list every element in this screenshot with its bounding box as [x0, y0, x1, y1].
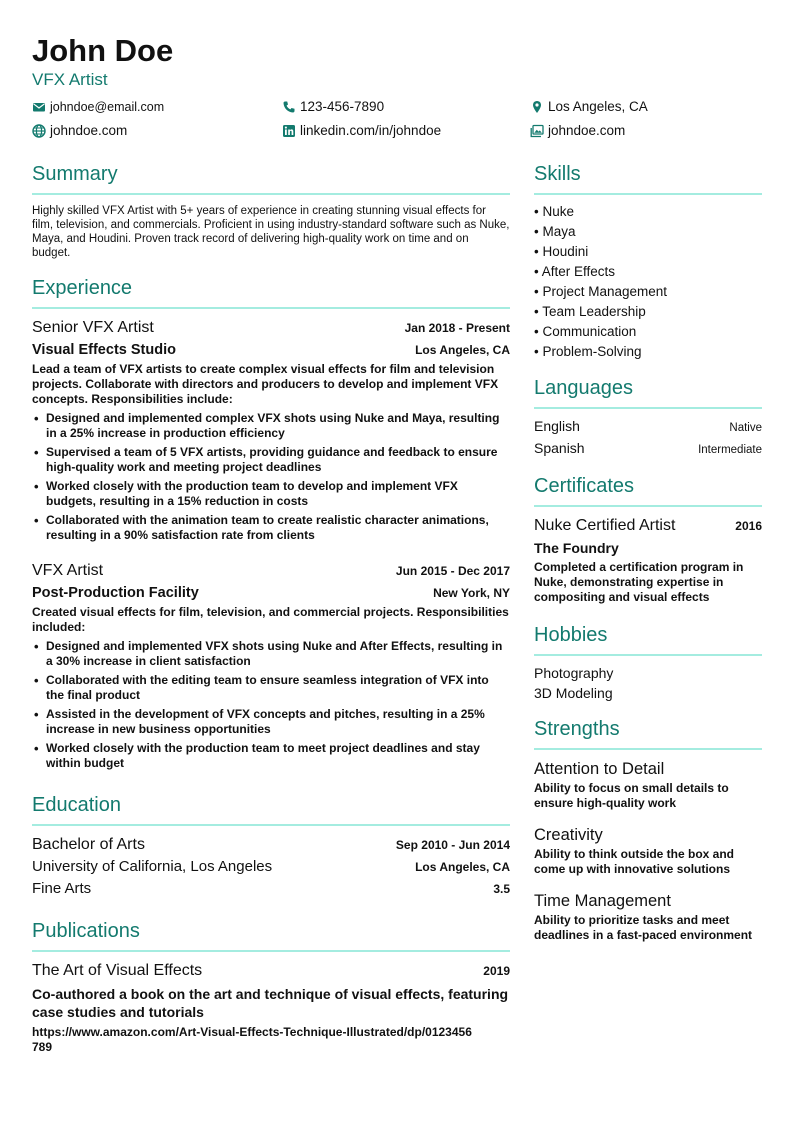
education-divider [32, 824, 510, 826]
candidate-title: VFX Artist [32, 70, 108, 89]
linkedin-text: linkedin.com/in/johndoe [300, 123, 442, 138]
list-item: • Worked closely with the production team to develop and implement VFX budgets, resulting in a 15% reduction in costs [32, 479, 510, 509]
language-row [534, 438, 762, 460]
publication-link[interactable] [32, 1025, 510, 1055]
field-of-study: Fine Arts [32, 880, 92, 897]
company-name: Post-Production Facility [32, 585, 199, 601]
certificate-name: Nuke Certified Artist [534, 517, 676, 534]
publication-description: Co-authored a book on the art and technique of visual effects, featuring case studies and tutorials [32, 986, 509, 1020]
skill-item: • Houdini [534, 244, 589, 259]
school-name: University of California, Los Angeles [32, 858, 273, 875]
job-description: Lead a team of VFX artists to create complex visual effects for film and television projects. Collaborate with directors and producers to develop and implement VFX concepts. Responsibilities include: [32, 362, 499, 406]
job-title: Senior VFX Artist [32, 319, 154, 336]
hobbies-list [534, 663, 762, 703]
language-level: Native [729, 422, 762, 434]
list-item: • Worked closely with the production team to meet project deadlines and stay within budget [32, 741, 510, 771]
strength-description: Ability to prioritize tasks and meet deadlines in a fast-paced environment [534, 913, 753, 942]
publications-heading: Publications [32, 920, 140, 942]
list-item: • Collaborated with the animation team to create realistic character animations, resulting in a 90% satisfaction rate from clients [32, 513, 510, 543]
contact-website[interactable] [32, 123, 127, 139]
candidate-name: John Doe [32, 33, 174, 68]
contact-location [530, 99, 648, 115]
publication-url-line: https://www.amazon.com/Art-Visual-Effects-Technique-Illustrated/dp/0123456 [32, 1025, 472, 1039]
education-entry [32, 835, 510, 899]
strength-name: Creativity [534, 826, 603, 844]
summary-text: Highly skilled VFX Artist with 5+ years of experience in creating stunning visual effects for film, television, and commercials. Proficient in using industry-standard software such as Nuke, Maya, and Houdini. Proven track record of delivering high-quality work on time and on budget. [32, 205, 510, 259]
strength-description: Ability to think outside the box and come up with innovative solutions [534, 847, 734, 876]
strength-entry [534, 759, 762, 811]
experience-heading: Experience [32, 277, 133, 299]
company-name: Visual Effects Studio [32, 342, 176, 358]
email-icon [32, 100, 46, 114]
strength-entry [534, 891, 762, 943]
language-row [534, 416, 762, 438]
globe-icon [32, 124, 46, 138]
strengths-divider [534, 748, 762, 750]
experience-entry [32, 561, 510, 775]
list-item: • Supervised a team of 5 VFX artists, providing guidance and feedback to ensure high-quality work and meeting project deadlines [32, 445, 510, 475]
education-dates: Sep 2010 - Jun 2014 [395, 838, 510, 852]
skills-divider [534, 193, 762, 195]
skill-item: • Project Management [534, 284, 668, 299]
skill-item: • Communication [534, 324, 637, 339]
strengths-heading: Strengths [534, 718, 620, 740]
certificate-entry [534, 516, 762, 605]
location-text: Los Angeles, CA [548, 99, 648, 114]
publication-year: 2019 [483, 964, 510, 978]
language-level: Intermediate [698, 444, 762, 456]
strength-name: Attention to Detail [534, 760, 665, 778]
skill-item: • Problem-Solving [534, 344, 642, 359]
gpa-value: 3.5 [493, 882, 510, 896]
job-description: Created visual effects for film, television, and commercial projects. Responsibilities included: [32, 605, 509, 634]
skills-list [534, 202, 762, 362]
strength-entry [534, 825, 762, 877]
contact-email[interactable] [32, 99, 164, 115]
job-title: VFX Artist [32, 562, 104, 579]
strength-name: Time Management [534, 892, 671, 910]
job-dates: Jan 2018 - Present [404, 321, 510, 335]
publication-entry [32, 961, 510, 1055]
experience-entry [32, 318, 510, 547]
email-text: johndoe@email.com [50, 100, 165, 114]
languages-divider [534, 407, 762, 409]
job-location: Los Angeles, CA [415, 343, 510, 357]
portfolio-text: johndoe.com [548, 123, 626, 138]
job-dates: Jun 2015 - Dec 2017 [395, 564, 510, 578]
portfolio-image-icon [530, 124, 544, 138]
publication-title: The Art of Visual Effects [32, 962, 203, 979]
skill-item: • After Effects [534, 264, 616, 279]
job-bullets [32, 411, 510, 543]
contact-phone[interactable] [282, 99, 384, 115]
skill-item: • Maya [534, 224, 576, 239]
skill-item: • Nuke [534, 204, 574, 219]
certificate-issuer: The Foundry [534, 540, 619, 556]
hobby-item: Photography [534, 665, 614, 681]
phone-text: 123-456-7890 [300, 99, 385, 114]
skill-item: • Team Leadership [534, 304, 646, 319]
hobby-item: 3D Modeling [534, 685, 613, 701]
school-location: Los Angeles, CA [415, 860, 510, 874]
list-item: • Designed and implemented complex VFX shots using Nuke and Maya, resulting in a 25% increase in production efficiency [32, 411, 510, 441]
list-item: • Collaborated with the editing team to ensure seamless integration of VFX into the final product [32, 673, 510, 703]
language-name: English [534, 418, 580, 434]
certificate-description: Completed a certification program in Nuke, demonstrating expertise in compositing and visual effects [534, 560, 744, 604]
language-name: Spanish [534, 440, 585, 456]
certificate-year: 2016 [735, 519, 762, 533]
linkedin-icon [282, 124, 296, 138]
publication-url-line: 789 [32, 1040, 53, 1054]
job-location: New York, NY [433, 586, 510, 600]
certificates-heading: Certificates [534, 475, 635, 497]
website-text: johndoe.com [50, 123, 128, 138]
list-item: • Assisted in the development of VFX concepts and pitches, resulting in a 25% increase in new business opportunities [32, 707, 510, 737]
job-bullets [32, 639, 510, 771]
languages-list [534, 416, 762, 460]
map-pin-icon [530, 100, 544, 114]
hobbies-divider [534, 654, 762, 656]
hobbies-heading: Hobbies [534, 624, 608, 646]
list-item: • Designed and implemented VFX shots using Nuke and After Effects, resulting in a 30% increase in client satisfaction [32, 639, 510, 669]
summary-divider [32, 193, 510, 195]
contact-portfolio[interactable] [530, 123, 625, 139]
education-heading: Education [32, 794, 121, 816]
phone-icon [282, 100, 296, 114]
summary-heading: Summary [32, 163, 118, 185]
certificates-divider [534, 505, 762, 507]
publications-divider [32, 950, 510, 952]
languages-heading: Languages [534, 377, 633, 399]
degree-name: Bachelor of Arts [32, 836, 145, 853]
contact-linkedin[interactable] [282, 123, 441, 139]
experience-divider [32, 307, 510, 309]
strength-description: Ability to focus on small details to ensure high-quality work [534, 781, 729, 810]
skills-heading: Skills [534, 163, 581, 185]
